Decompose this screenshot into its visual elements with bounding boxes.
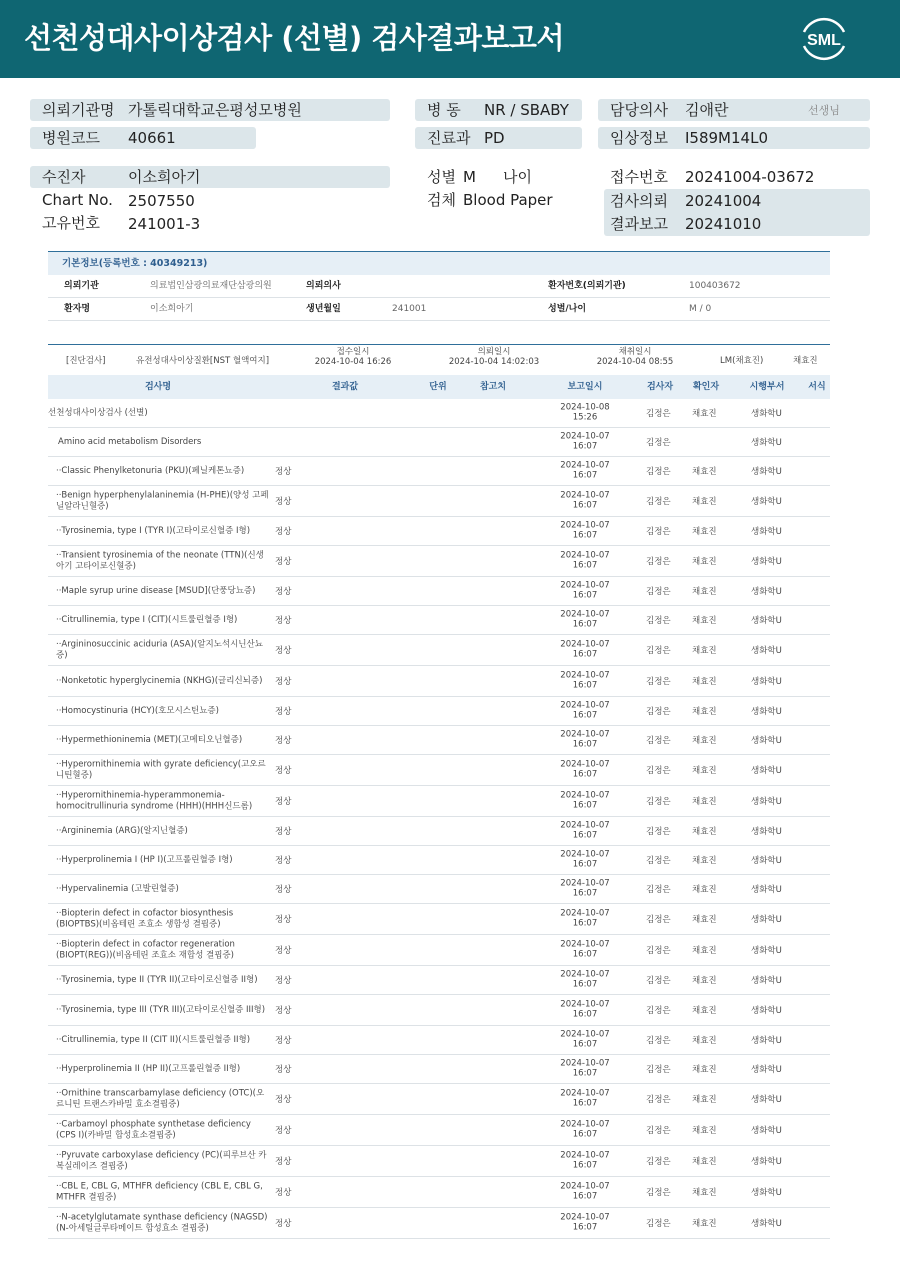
receipt-no-label: 접수번호 (610, 168, 668, 186)
report-time: 16:07 (572, 800, 598, 810)
age-label: 나이 (503, 168, 532, 186)
report-date: 2024-10-07 (560, 490, 610, 501)
report-datetime (544, 552, 626, 571)
report-date: 2024-10-07 (560, 1088, 610, 1099)
report-date: 2024-10-07 (560, 431, 610, 442)
tester: 김정은 (646, 707, 671, 717)
report-time: 16:07 (572, 560, 598, 570)
report-datetime (544, 851, 626, 870)
report-datetime (544, 1121, 626, 1140)
sex-label: 성별 (427, 168, 456, 186)
report-datetime (544, 433, 626, 452)
table-row (48, 399, 830, 428)
report-date: 2024-10-07 (560, 1150, 610, 1161)
order-lm: LM(채효진) (720, 356, 764, 366)
test-name: ··Hyperornithinemia with gyrate deficiency(고오르니틴혈증) (56, 759, 266, 780)
test-name: 선천성대사이상검사 (선별) (48, 407, 148, 418)
table-row (48, 606, 830, 635)
report-datetime (544, 492, 626, 511)
tester: 김정은 (646, 1065, 671, 1075)
report-date: 2024-10-07 (560, 1212, 610, 1223)
tester: 김정은 (646, 946, 671, 956)
order-info-row (48, 344, 830, 373)
test-name: ··Hyperornithinemia-hyperammonemia-homocitrullinuria syndrome (HHH)(HHH신드롬) (56, 790, 253, 811)
basic-info-title: 기본정보(등록번호 : 40349213) (48, 252, 830, 275)
report-time: 16:07 (572, 1160, 598, 1170)
col-department: 시행부서 (749, 382, 785, 392)
department: 생화학U (751, 1126, 782, 1136)
report-time: 16:07 (572, 888, 598, 898)
report-time: 15:26 (572, 412, 598, 422)
result-value: 정상 (275, 915, 292, 925)
department: 생화학U (751, 707, 782, 717)
department: 생화학U (751, 885, 782, 895)
order-received: 접수일시 2024-10-04 16:26 (314, 347, 392, 367)
department: 생화학U (751, 1006, 782, 1016)
report-time: 16:07 (572, 1068, 598, 1078)
test-name: ··Citrullinemia, type I (CIT)(시트룰린혈증 I형) (56, 614, 238, 625)
tester: 김정은 (646, 497, 671, 507)
col-result: 결과값 (331, 382, 359, 392)
report-date: 2024-10-07 (560, 609, 610, 620)
tester: 김정은 (646, 409, 671, 419)
confirmer: 채효진 (692, 1095, 717, 1105)
basic-info-row-2: 환자명 이소희아기 생년월일 241001 성별/나이 M / 0 (48, 298, 830, 321)
order-test: 유전성대사이상질환[NST 혈액여지] (136, 356, 270, 366)
report-date: 2024-10-07 (560, 460, 610, 471)
specimen-label: 검체 (427, 191, 456, 209)
department: 생화학U (751, 827, 782, 837)
table-row (48, 1084, 830, 1115)
sml-logo-icon (796, 12, 852, 66)
confirmer: 채효진 (692, 856, 717, 866)
report-date: 2024-10-07 (560, 999, 610, 1010)
tester: 김정은 (646, 467, 671, 477)
hospital-code-field: 병원코드 40661 (30, 127, 256, 149)
table-row (48, 635, 830, 666)
report-time: 16:07 (572, 859, 598, 869)
test-name: ··Carbamoyl phosphate synthetase deficiency (CPS I)(카바밀 합성효소결핍증) (56, 1119, 251, 1140)
confirmer: 채효진 (692, 1219, 717, 1229)
report-date: 2024-10-07 (560, 969, 610, 980)
table-row (48, 817, 830, 846)
department: 생화학U (751, 766, 782, 776)
table-row (48, 755, 830, 786)
confirmer: 채효진 (692, 467, 717, 477)
confirmer: 채효진 (692, 527, 717, 537)
header-banner (0, 0, 900, 78)
report-datetime (544, 822, 626, 841)
tester: 김정은 (646, 915, 671, 925)
test-name: ··Argininosuccinic aciduria (ASA)(알지노석시닌산뇨증) (56, 639, 263, 660)
confirmer: 채효진 (692, 409, 717, 419)
department: 생화학U (751, 646, 782, 656)
order-requested: 의뢰일시 2024-10-04 14:02:03 (448, 347, 540, 367)
report-time: 16:07 (572, 710, 598, 720)
tester: 김정은 (646, 587, 671, 597)
order-diag: [진단검사] (66, 356, 106, 366)
results-table-body (48, 399, 830, 1239)
table-row (48, 697, 830, 726)
report-time: 16:07 (572, 1009, 598, 1019)
order-collected: 채취일시 2024-10-04 08:55 (596, 347, 674, 367)
test-name: ··Maple syrup urine disease [MSUD](단풍당뇨증) (56, 585, 256, 596)
report-date: 2024-10-07 (560, 639, 610, 650)
report-date: 2024-10-07 (560, 1058, 610, 1069)
results-table-header (48, 375, 830, 399)
tester: 김정은 (646, 1006, 671, 1016)
report-date: 2024-10-07 (560, 878, 610, 889)
department: 생화학U (751, 409, 782, 419)
result-value: 정상 (275, 1036, 292, 1046)
department: 생화학U (751, 946, 782, 956)
department: 생화학U (751, 1036, 782, 1046)
result-value: 정상 (275, 827, 292, 837)
confirmer: 채효진 (692, 646, 717, 656)
report-datetime (544, 1090, 626, 1109)
table-row (48, 1115, 830, 1146)
col-unit: 단위 (429, 382, 447, 392)
report-time: 16:07 (572, 1039, 598, 1049)
result-value: 정상 (275, 1157, 292, 1167)
confirmer: 채효진 (692, 946, 717, 956)
report-time: 16:07 (572, 979, 598, 989)
table-row (48, 1177, 830, 1208)
tester: 김정은 (646, 1188, 671, 1198)
report-datetime (544, 1001, 626, 1020)
test-name: ··Hypermethioninemia (MET)(고메티오닌혈증) (56, 734, 243, 745)
report-time: 16:07 (572, 441, 598, 451)
receipt-no-value: 20241004-03672 (685, 168, 815, 186)
report-date: 2024-10-07 (560, 580, 610, 591)
table-row (48, 666, 830, 697)
confirmer: 채효진 (692, 1157, 717, 1167)
result-value: 정상 (275, 797, 292, 807)
unique-no-label: 고유번호 (42, 214, 100, 232)
report-date: 2024-10-07 (560, 700, 610, 711)
confirmer: 채효진 (692, 827, 717, 837)
basic-info-row-1: 의뢰기관 의료법인삼광의료재단삼광의원 의뢰의사 환자번호(의뢰기관) 100403672 (48, 275, 830, 298)
test-name: ··Hyperprolinemia I (HP I)(고프롤린혈증 I형) (56, 854, 233, 865)
report-time: 16:07 (572, 830, 598, 840)
tester: 김정은 (646, 616, 671, 626)
report-datetime (544, 880, 626, 899)
confirmer: 채효진 (692, 677, 717, 687)
table-row (48, 457, 830, 486)
test-name: ··Benign hyperphenylalaninemia (H-PHE)(양성 고페닐알라닌혈증) (56, 490, 269, 511)
report-date: 2024-10-07 (560, 1029, 610, 1040)
department: 생화학U (751, 677, 782, 687)
report-date: 2024-10-07 (560, 1181, 610, 1192)
department: 생화학U (751, 497, 782, 507)
report-datetime (544, 611, 626, 630)
report-time: 16:07 (572, 619, 598, 629)
result-value: 정상 (275, 856, 292, 866)
confirmer: 채효진 (692, 1188, 717, 1198)
request-report-box: 검사의뢰 20241004 결과보고 20241010 (604, 189, 870, 236)
result-value: 정상 (275, 527, 292, 537)
test-name: ··Biopterin defect in cofactor regeneration (BIOPT(REG))(비옵테린 조효소 재합성 결핍증) (56, 939, 235, 960)
test-name: ··N-acetylglutamate synthase deficiency (NAGSD)(N-아세틸글루타메이트 합성효소 결핍증) (56, 1212, 268, 1233)
confirmer: 채효진 (692, 497, 717, 507)
test-name: ··Homocystinuria (HCY)(호모시스틴뇨증) (56, 705, 219, 716)
result-value: 정상 (275, 1219, 292, 1229)
col-test-name: 검사명 (144, 382, 172, 392)
report-datetime (544, 641, 626, 660)
tester: 김정은 (646, 1036, 671, 1046)
tester: 김정은 (646, 736, 671, 746)
test-name: ··Biopterin defect in cofactor biosynthesis (BIOPTBS)(비옵테린 조효소 생합성 결핍증) (56, 908, 234, 929)
order-person: 채효진 (793, 356, 818, 366)
result-value: 정상 (275, 766, 292, 776)
department: 생화학U (751, 616, 782, 626)
report-datetime (544, 941, 626, 960)
report-time: 16:07 (572, 530, 598, 540)
report-datetime (544, 582, 626, 601)
tester: 김정은 (646, 885, 671, 895)
report-datetime (544, 1060, 626, 1079)
report-datetime (544, 462, 626, 481)
report-datetime (544, 971, 626, 990)
report-date: 2024-10-07 (560, 550, 610, 561)
report-date: 2024-10-07 (560, 849, 610, 860)
result-value: 정상 (275, 885, 292, 895)
chart-no-value: 2507550 (128, 192, 195, 210)
hospital-field: 의뢰기관명 가톨릭대학교은평성모병원 (30, 99, 390, 121)
department: 생화학U (751, 797, 782, 807)
table-row (48, 935, 830, 966)
test-name: ··Transient tyrosinemia of the neonate (TTN)(신생아기 고타이로신혈증) (56, 550, 264, 571)
report-datetime (544, 702, 626, 721)
department: 생화학U (751, 856, 782, 866)
confirmer: 채효진 (692, 766, 717, 776)
sex-value: M (463, 168, 476, 186)
col-tester: 검사자 (646, 382, 674, 392)
table-row (48, 966, 830, 995)
specimen-value: Blood Paper (463, 191, 553, 209)
result-value: 정상 (275, 587, 292, 597)
report-date: 2024-10-07 (560, 939, 610, 950)
department: 생화학U (751, 736, 782, 746)
table-row (48, 546, 830, 577)
tester: 김정은 (646, 1219, 671, 1229)
result-value: 정상 (275, 1126, 292, 1136)
report-time: 16:07 (572, 769, 598, 779)
test-name: ··Nonketotic hyperglycinemia (NKHG)(글리신뇌증) (56, 675, 263, 686)
test-name: ··Pyruvate carboxylase deficiency (PC)(피루브산 카복실레이즈 결핍증) (56, 1150, 267, 1171)
table-row (48, 428, 830, 457)
report-datetime (544, 731, 626, 750)
tester: 김정은 (646, 677, 671, 687)
department: 생화학U (751, 1095, 782, 1105)
confirmer: 채효진 (692, 915, 717, 925)
result-value: 정상 (275, 1188, 292, 1198)
result-value: 정상 (275, 736, 292, 746)
department: 생화학U (751, 976, 782, 986)
report-time: 16:07 (572, 949, 598, 959)
table-row (48, 1055, 830, 1084)
report-time: 16:07 (572, 1222, 598, 1232)
result-value: 정상 (275, 646, 292, 656)
tester: 김정은 (646, 646, 671, 656)
department: 생화학U (751, 587, 782, 597)
department: 생화학U (751, 1188, 782, 1198)
department: 생화학U (751, 1157, 782, 1167)
result-value: 정상 (275, 1065, 292, 1075)
test-name: ··Tyrosinemia, type II (TYR II)(고타이로신혈증 II형) (56, 974, 258, 985)
result-value: 정상 (275, 946, 292, 956)
report-title: 선천성대사이상검사 (선별) 검사결과보고서 (24, 21, 564, 55)
test-name: Amino acid metabolism Disorders (58, 436, 202, 447)
col-report-date: 보고일시 (567, 382, 603, 392)
report-date: 2024-10-07 (560, 759, 610, 770)
report-time: 16:07 (572, 680, 598, 690)
report-datetime (544, 672, 626, 691)
patient-field: 수진자 이소희아기 (30, 166, 390, 188)
confirmer: 채효진 (692, 557, 717, 567)
report-time: 16:07 (572, 1191, 598, 1201)
report-time: 16:07 (572, 500, 598, 510)
confirmer: 채효진 (692, 797, 717, 807)
tester: 김정은 (646, 557, 671, 567)
test-name: ··Classic Phenylketonuria (PKU)(페닐케톤뇨증) (56, 465, 245, 476)
unique-no-value: 241001-3 (128, 215, 201, 233)
report-date: 2024-10-07 (560, 670, 610, 681)
confirmer: 채효진 (692, 1126, 717, 1136)
report-datetime (544, 792, 626, 811)
confirmer: 채효진 (692, 616, 717, 626)
table-row (48, 904, 830, 935)
clinical-info-field: 임상정보 I589M14L0 (598, 127, 870, 149)
table-row (48, 995, 830, 1026)
report-datetime (544, 522, 626, 541)
department: 생화학U (751, 1219, 782, 1229)
department: 생화학U (751, 438, 782, 448)
test-name: ··Hypervalinemia (고발린혈증) (56, 883, 179, 894)
table-row (48, 517, 830, 546)
department: 생화학U (751, 467, 782, 477)
table-row (48, 875, 830, 904)
table-row (48, 786, 830, 817)
report-date: 2024-10-07 (560, 520, 610, 531)
department: 생화학U (751, 527, 782, 537)
report-date: 2024-10-07 (560, 790, 610, 801)
department-field: 진료과 PD (415, 127, 582, 149)
svg-text:SML: SML (807, 32, 841, 49)
report-date: 2024-10-07 (560, 820, 610, 831)
tester: 김정은 (646, 1126, 671, 1136)
result-value: 정상 (275, 557, 292, 567)
report-date: 2024-10-07 (560, 1119, 610, 1130)
table-row (48, 1026, 830, 1055)
col-confirmer: 확인자 (692, 382, 720, 392)
confirmer: 채효진 (692, 736, 717, 746)
result-value: 정상 (275, 976, 292, 986)
report-time: 16:07 (572, 1098, 598, 1108)
department: 생화학U (751, 557, 782, 567)
report-date: 2024-10-07 (560, 729, 610, 740)
report-datetime (544, 1031, 626, 1050)
tester: 김정은 (646, 976, 671, 986)
tester: 김정은 (646, 527, 671, 537)
table-row (48, 486, 830, 517)
department: 생화학U (751, 915, 782, 925)
result-value: 정상 (275, 1006, 292, 1016)
table-row (48, 846, 830, 875)
tester: 김정은 (646, 797, 671, 807)
report-datetime (544, 1152, 626, 1171)
report-time: 16:07 (572, 918, 598, 928)
report-date: 2024-10-08 (560, 402, 610, 413)
doctor-field: 담당의사 김애란 선생님 (598, 99, 870, 121)
test-name: ··CBL E, CBL G, MTHFR deficiency (CBL E, CBL G, MTHFR 결핍증) (56, 1181, 263, 1202)
confirmer: 채효진 (692, 1006, 717, 1016)
report-time: 16:07 (572, 739, 598, 749)
report-datetime (544, 1214, 626, 1233)
confirmer: 채효진 (692, 707, 717, 717)
table-row (48, 726, 830, 755)
table-row (48, 1208, 830, 1239)
tester: 김정은 (646, 1157, 671, 1167)
chart-no-label: Chart No. (42, 191, 113, 209)
report-datetime (544, 910, 626, 929)
confirmer: 채효진 (692, 1036, 717, 1046)
report-datetime (544, 404, 626, 423)
col-reference: 참고치 (479, 382, 507, 392)
tester: 김정은 (646, 856, 671, 866)
test-name: ··Tyrosinemia, type I (TYR I)(고타이로신혈증 I형) (56, 525, 251, 536)
tester: 김정은 (646, 766, 671, 776)
report-time: 16:07 (572, 470, 598, 480)
test-name: ··Tyrosinemia, type III (TYR III)(고타이로신혈증 III형) (56, 1004, 266, 1015)
department: 생화학U (751, 1065, 782, 1075)
report-datetime (544, 1183, 626, 1202)
report-time: 16:07 (572, 649, 598, 659)
confirmer: 채효진 (692, 885, 717, 895)
report-datetime (544, 761, 626, 780)
test-name: ··Citrullinemia, type II (CIT II)(시트룰린혈증 II형) (56, 1034, 251, 1045)
result-value: 정상 (275, 707, 292, 717)
result-value: 정상 (275, 616, 292, 626)
table-row (48, 1146, 830, 1177)
table-row (48, 577, 830, 606)
test-name: ··Hyperprolinemia II (HP II)(고프롤린혈증 II형) (56, 1063, 241, 1074)
result-value: 정상 (275, 467, 292, 477)
result-value: 정상 (275, 1095, 292, 1105)
tester: 김정은 (646, 827, 671, 837)
confirmer: 채효진 (692, 587, 717, 597)
confirmer: 채효진 (692, 976, 717, 986)
test-name: ··Ornithine transcarbamylase deficiency (OTC)(오르니틴 트랜스카바밀 효소결핍증) (56, 1088, 265, 1109)
test-name: ··Argininemia (ARG)(알지닌혈증) (56, 825, 188, 836)
report-time: 16:07 (572, 1129, 598, 1139)
col-form: 서식 (808, 382, 826, 392)
result-value: 정상 (275, 677, 292, 687)
confirmer: 채효진 (692, 1065, 717, 1075)
result-value: 정상 (275, 497, 292, 507)
basic-info-table (48, 251, 830, 321)
report-date: 2024-10-07 (560, 908, 610, 919)
tester: 김정은 (646, 1095, 671, 1105)
ward-field: 병 동 NR / SBABY (415, 99, 582, 121)
report-time: 16:07 (572, 590, 598, 600)
tester: 김정은 (646, 438, 671, 448)
